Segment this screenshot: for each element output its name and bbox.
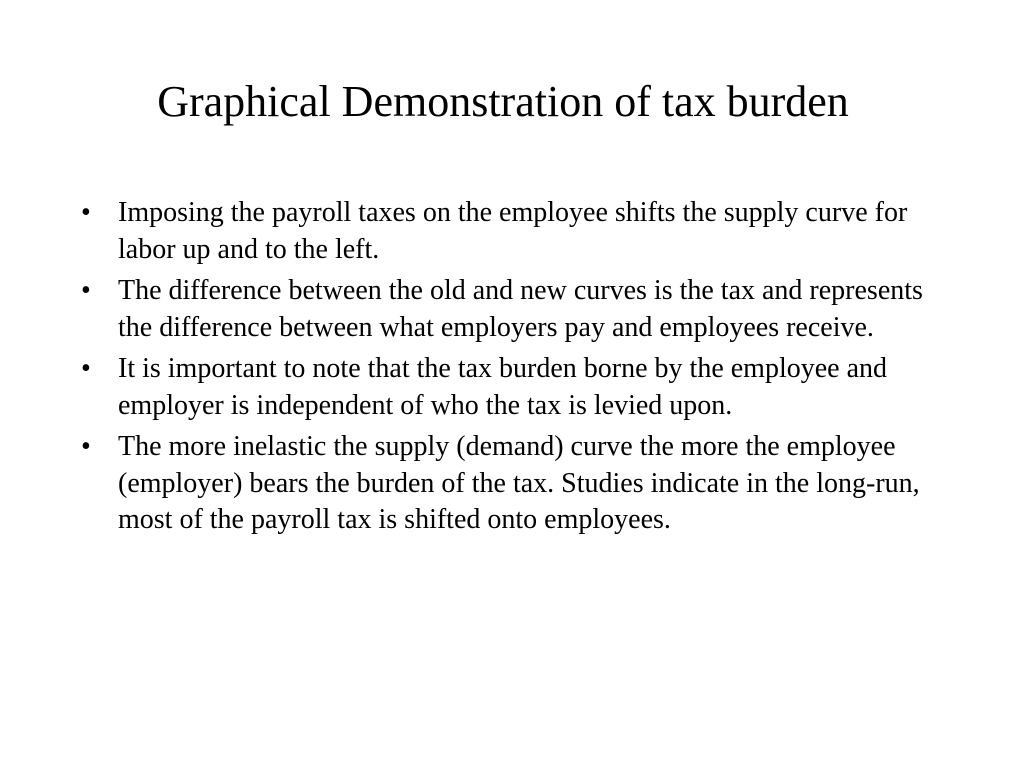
bullet-icon: •: [81, 197, 91, 228]
bullet-icon: •: [81, 431, 91, 462]
bullet-icon: •: [81, 275, 91, 306]
bullet-item: [76, 429, 946, 539]
slide-title: Graphical Demonstration of tax burden: [157, 77, 849, 126]
bullet-list: [76, 195, 946, 544]
bullet-text: The more inelastic the supply (demand) curve the more the employee (employer) bears the burden of the tax. Studies indicate in the long-run, most of the payroll tax is shifted onto employees.: [118, 431, 920, 535]
bullet-text: Imposing the payroll taxes on the employee shifts the supply curve for labor up and to the left.: [118, 197, 908, 265]
bullet-item: [76, 273, 946, 346]
bullet-item: [76, 195, 946, 268]
bullet-text: The difference between the old and new curves is the tax and represents the difference between what employers pay and employees receive.: [118, 275, 923, 343]
bullet-item: [76, 351, 946, 424]
bullet-text: It is important to note that the tax burden borne by the employee and employer is independent of who the tax is levied upon.: [118, 353, 888, 421]
bullet-icon: •: [81, 353, 91, 384]
